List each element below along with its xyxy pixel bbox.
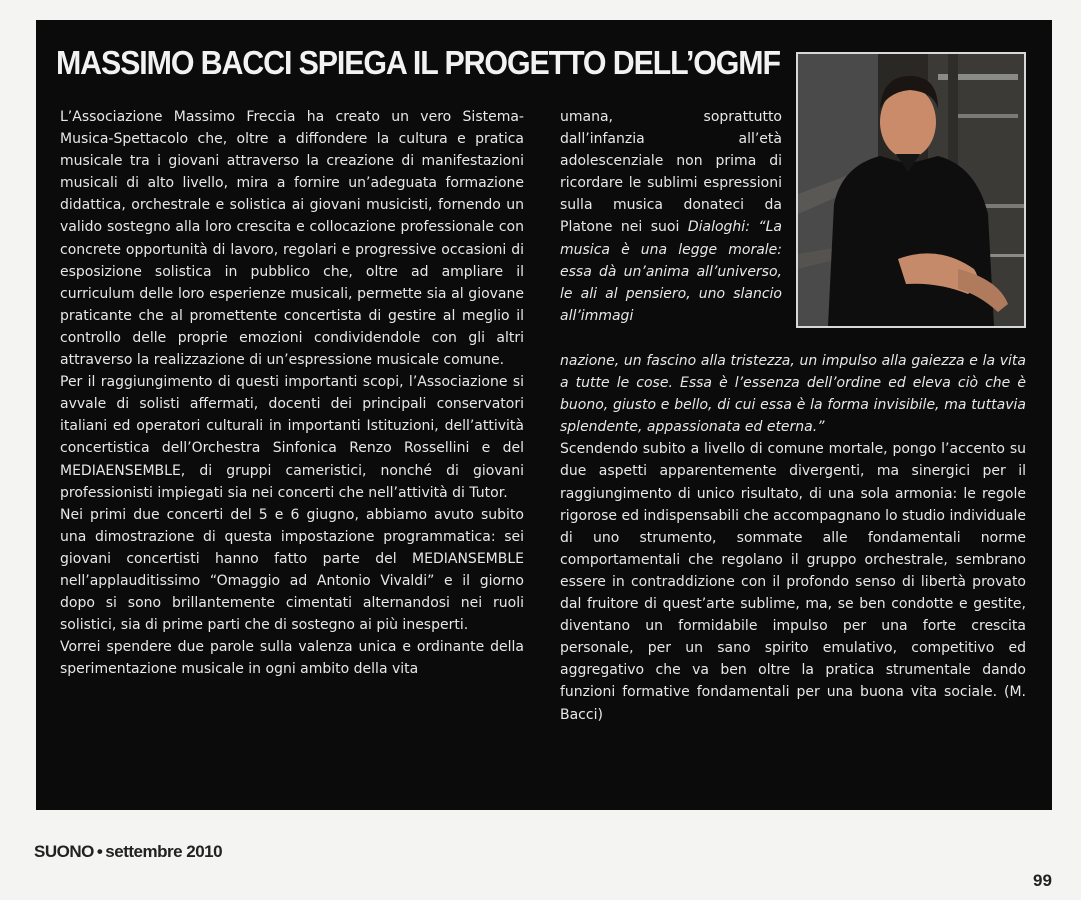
- article-title: MASSIMO BACCI SPIEGA IL PROGETTO DELL’OGMF: [56, 44, 780, 81]
- right-column-narrow: [560, 106, 782, 327]
- portrait-illustration: [798, 54, 1024, 326]
- right-narrow-text: umana, soprattutto dall’infanzia all’età adolescenziale non prima di ricordare le sublimi espressioni sulla musica donateci da Platone nei suoi: [560, 109, 782, 236]
- paragraph-conclusion: Scendendo subito a livello di comune mortale, pongo l’accento su due aspetti apparentemente divergenti, ma sinergici per il raggiungimento di unico risultato, di una sola armonia: le regole rigorose ed indispensabili che accompagnano lo studio individuale di uno strumento, sommate alle fondamentali norme comportamentali che regolano il gruppo orchestrale, sembrano essere in contraddizione con il profondo senso di libertà provato dal fruitore di quest’arte sublime, ma, se ben condotte e gestite, diventano un formidabile impulso per una forte crescita personale, per un sano spirito emulativo, competitivo ed aggregativo che va ben oltre la pratica strumentale dando funzioni formative fondamentali per una buona vita sociale. (M. Bacci): [560, 441, 1026, 723]
- plato-quote-end: nazione, un fascino alla tristezza, un impulso alla gaiezza e la vita a tutte le cose. Essa è l’essenza dell’ordine ed eleva ciò che è buono, giusto e bello, di cui essa è la forma invisibile, ma tuttavia splendente, appassionata ed eterna.”: [560, 353, 1026, 436]
- footer-separator: •: [96, 842, 103, 861]
- issue-date: settembre 2010: [105, 842, 223, 861]
- page-number: 99: [1033, 871, 1052, 890]
- article-box: [36, 20, 1052, 810]
- dialoghi-word: Dialoghi: [687, 219, 746, 236]
- paragraph-intro: L’Associazione Massimo Freccia ha creato un vero Sistema-Musica-Spettacolo che, oltre a diffondere la cultura e pratica musicale tra i giovani attraverso la creazione di manifestazioni musicali di alto livello, mira a fornire un’adeguata formazione didattica, orchestrale e solistica ai giovani musicisti, fornendo un valido sostegno alla loro crescita e collocazione professionale con concrete opportunità di lavoro, regolari e progressive occasioni di esposizione solistica in pubblico che, oltre ad ampliare il curriculum delle loro esperienze musicali, permette sia al giovane praticante che al promettente concertista di gestire al meglio il controllo delle proprie emozioni condividendole con gli altri attraverso la realizzazione di un’espressione musicale comune.: [60, 109, 524, 369]
- portrait-photo: [796, 52, 1026, 328]
- right-column-wide: [560, 350, 1026, 726]
- magazine-footer: [34, 842, 222, 862]
- left-column: [60, 106, 524, 680]
- plato-quote-start: : “La musica è una legge morale: essa dà un’anima all’universo, le ali al pensiero, uno slancio all’immagi: [560, 219, 782, 324]
- paragraph-means: Per il raggiungimento di questi importanti scopi, l’Associazione si avvale di solisti affermati, docenti dei principali conservatori italiani ed operatori culturali in importanti Istituzioni, dell’attività concertistica dell’Orchestra Sinfonica Renzo Rossellini e del MEDIAENSEMBLE, di gruppi cameristici, nonché di giovani professionisti impiegati sia nei concerti che nell’attività di Tutor.: [60, 374, 524, 501]
- paragraph-valenza: Vorrei spendere due parole sulla valenza unica e ordinante della sperimentazione musicale in ogni ambito della vita: [60, 639, 524, 678]
- magazine-name: SUONO: [34, 842, 94, 861]
- paragraph-concerts: Nei primi due concerti del 5 e 6 giugno, abbiamo avuto subito una dimostrazione di questa impostazione programmatica: sei giovani concertisti hanno fatto parte del MEDIANSEMBLE nell’applauditissimo “Omaggio ad Antonio Vivaldi” e il giorno dopo si sono brillantemente cimentati alternandosi nei ruoli solistici, sia di prime parti che di sostegno ai più inesperti.: [60, 506, 524, 634]
